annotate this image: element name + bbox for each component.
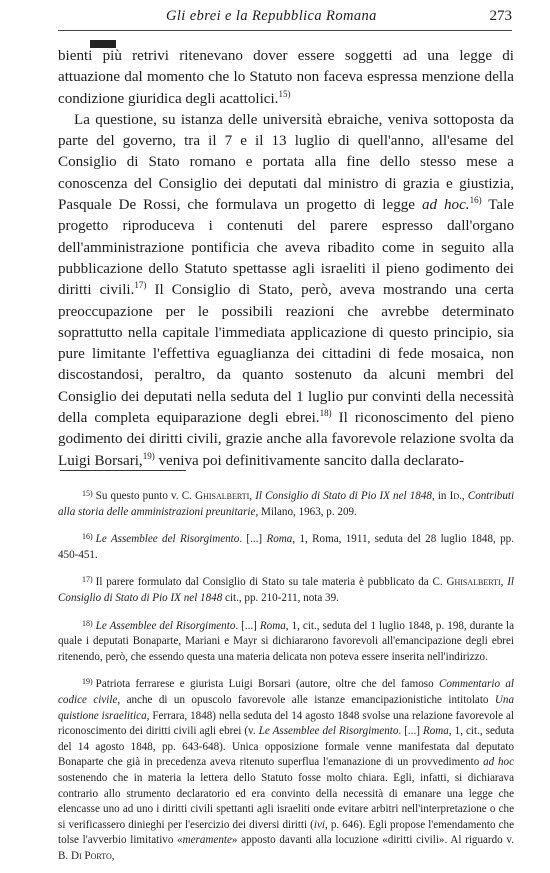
note-ref-17: 17)	[134, 280, 147, 291]
footnote-17: $^{17)}$ Il parere formulato dal Consiglio di Stato su tale materia è pubblicato da C. Ghisalberti, Il Consiglio di Stato di Pio IX nel 1848 cit., pp. 210-211, nota 39.	[58, 575, 515, 604]
note-ref-16: 16)	[469, 195, 482, 206]
footnote-15: $^{15)}$ Su questo punto v. C. Ghisalberti, Il Consiglio di Stato di Pio IX nel 1848, in Id., Contributi alla storia delle amministrazioni preunitarie, Milano, 1963, p. 209.	[58, 489, 515, 518]
footnote-separator	[60, 470, 186, 471]
page-number: 273	[489, 8, 512, 24]
paragraph-1: bienti più retrivi ritenevano dover essere soggetti ad una legge di attuazione dal momento che lo Statuto non faceva espressa menzione della condizione giuridica degli acattolici.$^{15)}$	[58, 48, 514, 107]
footnote-16: $^{16)}$ Le Assemblee del Risorgimento. [...] Roma, 1, Roma, 1911, seduta del 28 luglio 1848, pp. 450-451.	[58, 532, 514, 561]
note-ref-18: 18)	[319, 408, 332, 419]
body-text	[58, 46, 514, 472]
running-head	[58, 8, 512, 31]
running-title: Gli ebrei e la Repubblica Romana	[166, 8, 377, 24]
paragraph-2: La questione, su istanza delle università ebraiche, veniva sottoposta da parte del governo, tra il 7 e il 13 luglio di quell'anno, all'esame del Consiglio di Stato romano e portata alla fine dello stesso mese a conoscenza del Consiglio dei deputati dal ministro di grazia e giustizia, Pasquale De Rossi, che formulava un progetto di legge ad hoc.$^{16)}$ Tale progetto riproduceva i contenuti del parere espresso dall'organo dell'amministrazione pontificia che aveva ribadito come in seguito alla pubblicazione dello Statuto spettasse agli israeliti il pieno godimento dei diritti civili.$^{17)}$ Il Consiglio di Stato, però, aveva mostrando una certa preoccupazione per le possibili reazioni che avrebbe determinato soprattutto nella capitale l'immediata applicazione di questo principio, sia pure limitante l'effettiva eguaglianza dei cittadini di fede mosaica, non discostandosi, peraltro, da quanto sostenuto da alcuni membri del Consiglio dei deputati nella seduta del 1 luglio pur convinti della necessità della completa equiparazione degli ebrei.$^{18)}$ Il riconoscimento del pieno godimento dei diritti civili, grazie anche alla favorevole relazione svolta da Luigi Borsari,$^{19)}$ veniva poi definitivamente sancito dalla declarato-	[58, 111, 515, 469]
note-ref-19: 19)	[142, 450, 155, 461]
footnotes	[58, 486, 514, 873]
footnote-19: $^{19)}$ Patriota ferrarese e giurista Luigi Borsari (autore, oltre che del famoso Commentario al codice civile, anche di un opuscolo favorevole alle istanze emancipazionistiche intitolato Una quistione israelitica, Ferrara, 1848) nella seduta del 14 agosto 1848 svolse una relazione favorevole al riconoscimento dei diritti civili agli ebrei (v. Le Assemblee del Risorgimento. [...] Roma, 1, cit., seduta del 14 agosto 1848, pp. 643-648). Unica opposizione formale venne manifestata dal deputato Bonaparte che già in precedenza aveva ritenuto superflua l'emanazione di un provvedimento ad hoc sostenendo che in materia la lettera dello Statuto fosse molto chiara. Egli, infatti, si dichiarava contrario allo strumento declaratorio ed era convinto della necessità di emanare una legge che elencasse uno ad uno i diritti civili spettanti agli israeliti onde evitare arbitri nell'interpretazione o che si verificassero dinieghi per l'esercizio dei diversi diritti (ivi, p. 646). Egli propose l'emendamento che tolse l'avverbio limitativo «meramente» apposto davanti alla locuzione «diritti civili». Al riguardo v. B. Di Porto,	[58, 677, 515, 862]
note-ref-15: 15)	[278, 88, 291, 99]
footnote-18: $^{18)}$ Le Assemblee del Risorgimento. [...] Roma, 1, cit., seduta del 1 luglio 1848, p. 198, durante la quale i deputati Bonaparte, Mariani e Mayr si dichiararono favorevoli all'emancipazione degli ebrei ritenendo, però, che essendo questa una materia delicata non poteva essere inserita nell'indirizzo.	[58, 618, 514, 663]
